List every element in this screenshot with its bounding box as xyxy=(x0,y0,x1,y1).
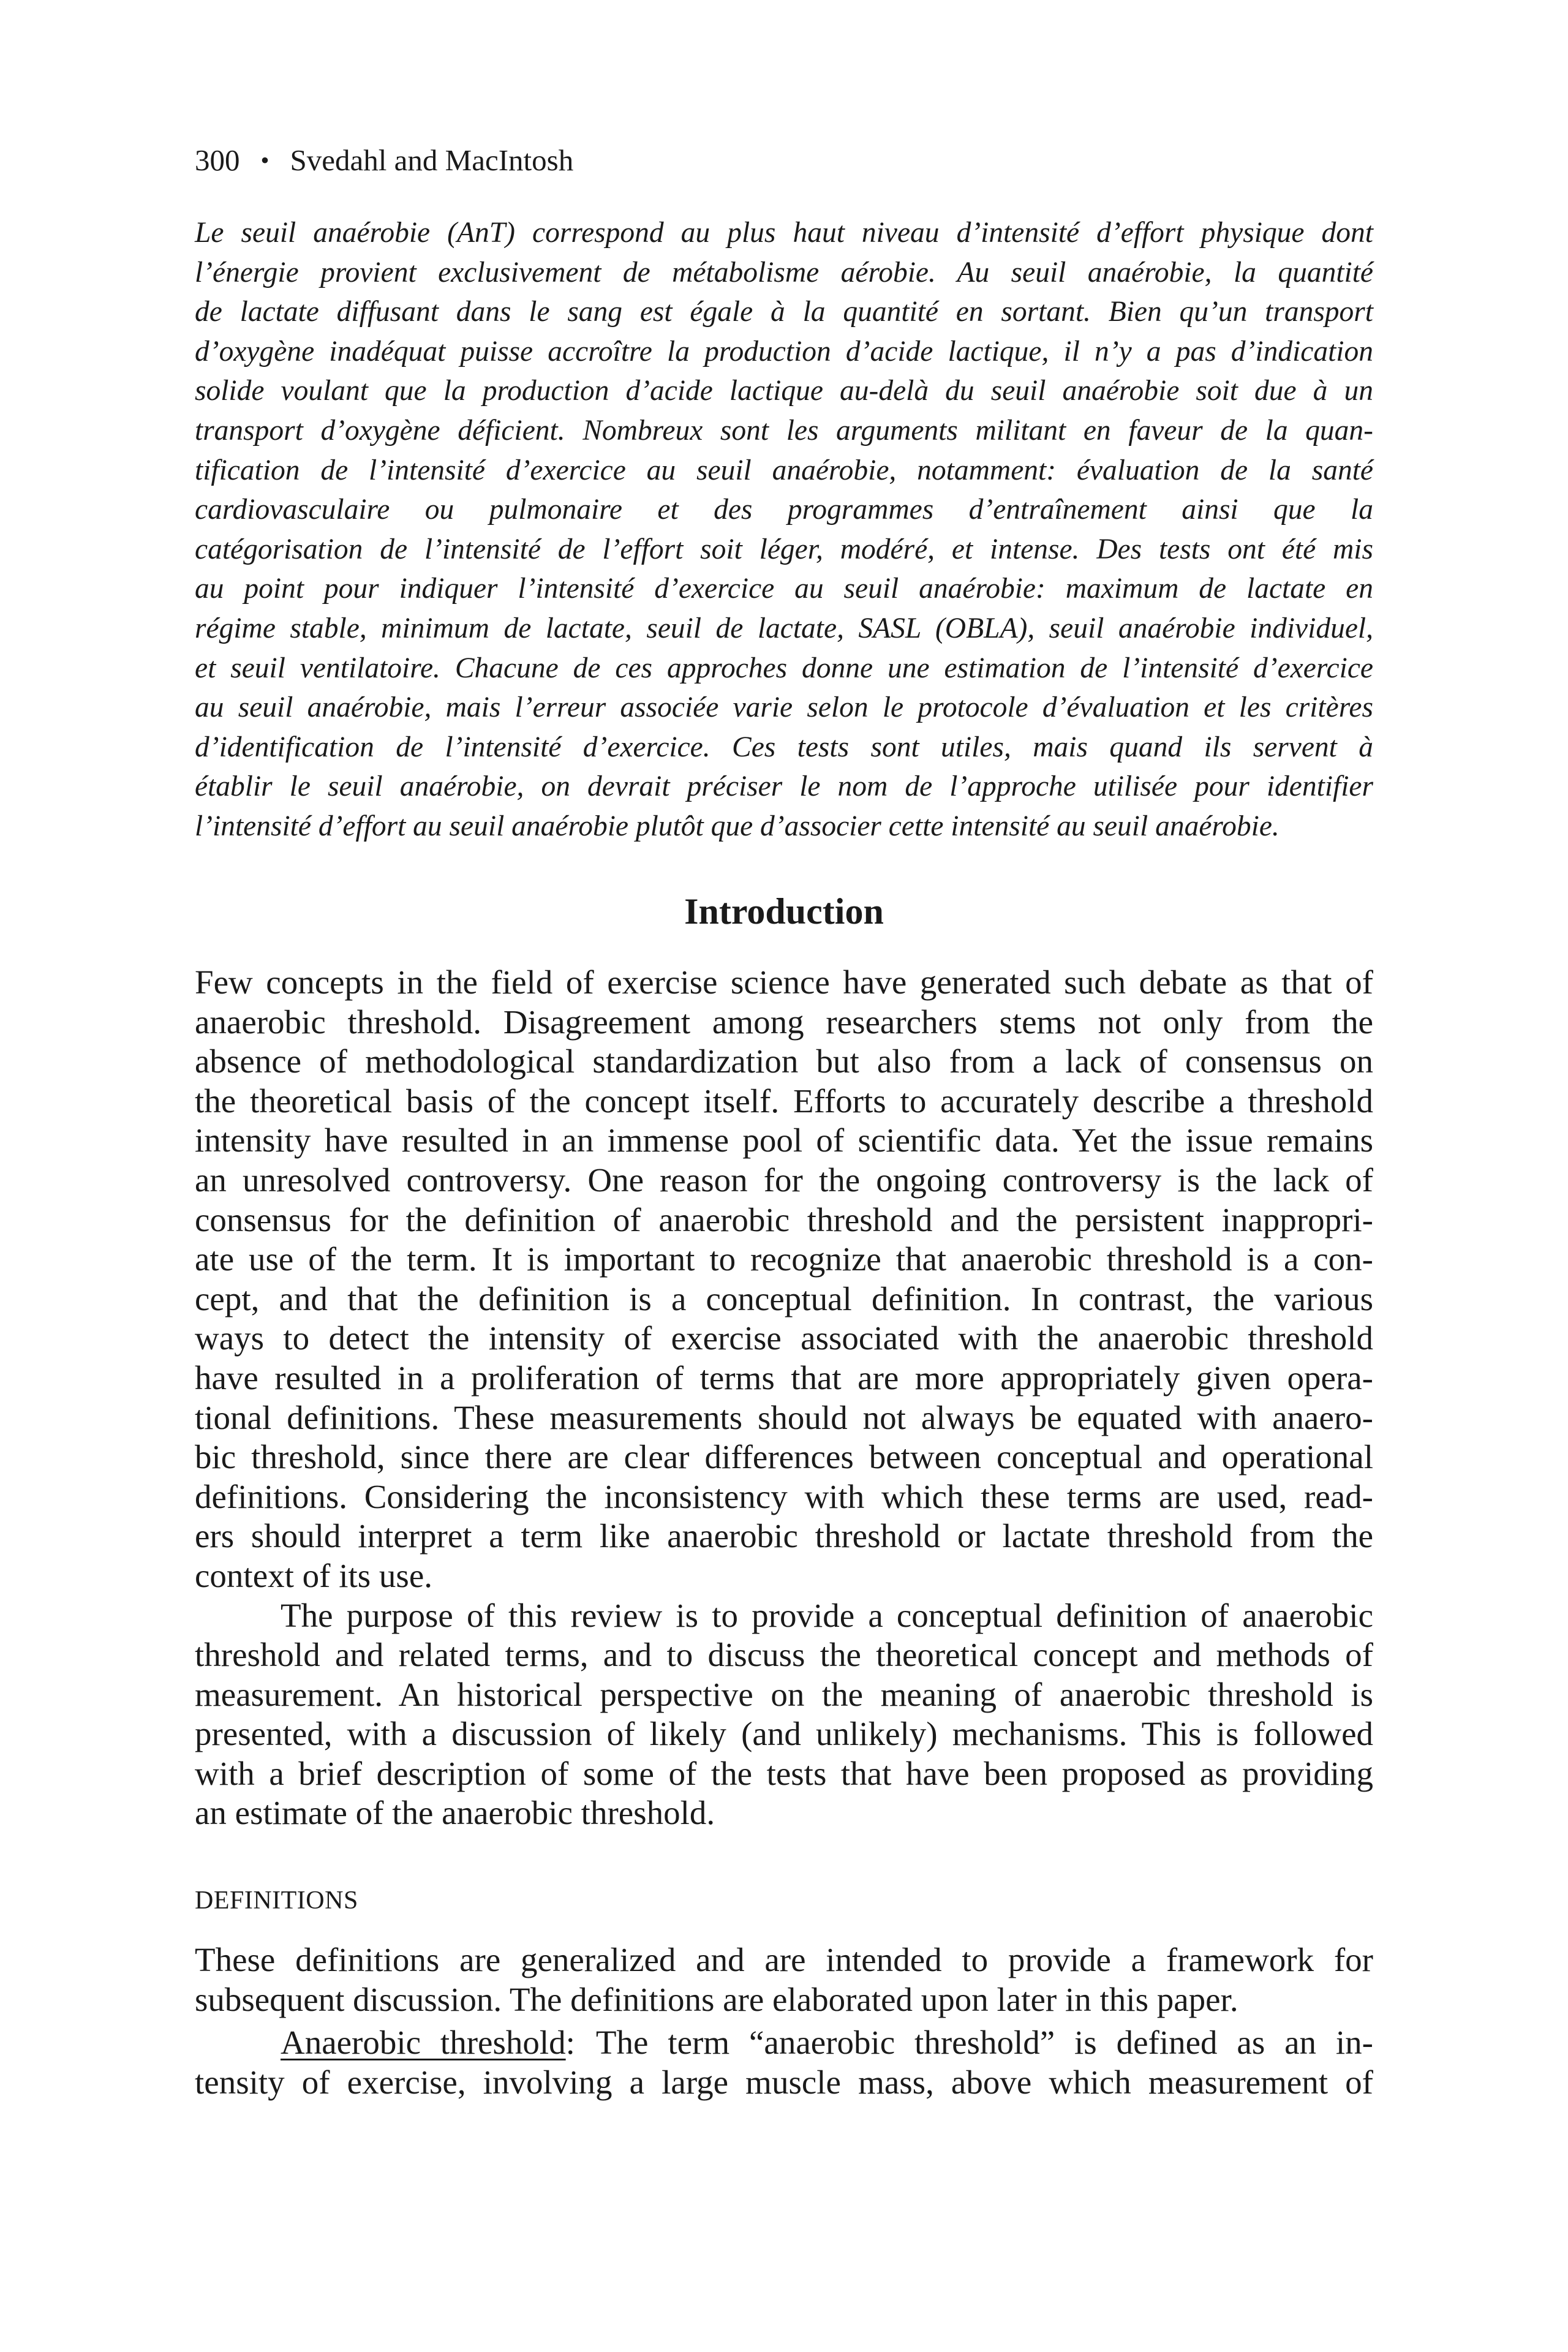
body-line: These definitions are generalized and are intended to provide a framework for xyxy=(195,1941,1373,1978)
body-line: Few concepts in the field of exercise science have generated such debate as that of xyxy=(195,963,1373,1001)
abstract-line: solide voulant que la production d’acide lactique au-delà du seuil anaérobie soit due à un xyxy=(195,375,1373,407)
running-head-authors: Svedahl and MacIntosh xyxy=(290,143,574,177)
abstract-line: transport d’oxygène déficient. Nombreux sont les arguments militant en faveur de la quan- xyxy=(195,414,1373,447)
body-line: anaerobic threshold. Disagreement among researchers stems not only from the xyxy=(195,1003,1373,1041)
definitions-body xyxy=(195,1940,1373,2102)
defined-term: Anaerobic threshold xyxy=(281,2024,566,2062)
subheading-definitions: DEFINITIONS xyxy=(195,1887,358,1915)
abstract-line: l’énergie provient exclusivement de métabolisme aérobie. Au seuil anaérobie, la quantité xyxy=(195,256,1373,288)
body-line: The purpose of this review is to provide a conceptual definition of anaerobic xyxy=(281,1596,1373,1634)
introduction-body xyxy=(195,963,1373,1833)
body-line: absence of methodological standardization but also from a lack of consensus on xyxy=(195,1042,1373,1080)
body-line: consensus for the definition of anaerobic threshold and the persistent inappropri- xyxy=(195,1200,1373,1238)
body-line: measurement. An historical perspective on the meaning of anaerobic threshold is xyxy=(195,1675,1373,1713)
running-head xyxy=(195,142,573,179)
body-line: cept, and that the definition is a conceptual definition. In contrast, the various xyxy=(195,1280,1373,1317)
definition-text: The term “anaerobic threshold” is defined as an in- xyxy=(595,2024,1374,2062)
french-abstract xyxy=(195,213,1373,846)
bullet-separator: • xyxy=(260,146,270,174)
body-line: context of its use. xyxy=(195,1556,432,1594)
body-line: tional definitions. These measurements should not always be equated with anaero- xyxy=(195,1398,1373,1436)
body-line: ate use of the term. It is important to recognize that anaerobic threshold is a con- xyxy=(195,1240,1373,1278)
body-line: presented, with a discussion of likely (and unlikely) mechanisms. This is followed xyxy=(195,1715,1373,1753)
body-line: bic threshold, since there are clear differences between conceptual and operational xyxy=(195,1438,1373,1476)
body-line: with a brief description of some of the tests that have been proposed as providing xyxy=(195,1754,1373,1792)
page-number: 300 xyxy=(195,143,240,177)
body-line: the theoretical basis of the concept itself. Efforts to accurately describe a threshold xyxy=(195,1082,1373,1120)
body-line: threshold and related terms, and to discuss the theoretical concept and methods of xyxy=(195,1636,1373,1674)
body-line: have resulted in a proliferation of terms that are more appropriately given opera- xyxy=(195,1359,1373,1396)
definition-entry-first-line xyxy=(195,2023,1373,2063)
abstract-line: au point pour indiquer l’intensité d’exercice au seuil anaérobie: maximum de lactate en xyxy=(195,573,1373,605)
abstract-line: tification de l’intensité d’exercice au seuil anaérobie, notamment: évaluation de la santé xyxy=(195,454,1373,486)
body-line: intensity have resulted in an immense pool of scientific data. Yet the issue remains xyxy=(195,1121,1373,1159)
abstract-line: d’identification de l’intensité d’exercice. Ces tests sont utiles, mais quand ils servent à xyxy=(195,731,1373,763)
abstract-line: catégorisation de l’intensité de l’effort soit léger, modéré, et intense. Des tests ont été mis xyxy=(195,533,1373,565)
body-line: definitions. Considering the inconsistency with which these terms are used, read- xyxy=(195,1477,1373,1515)
body-line: an estimate of the anaerobic threshold. xyxy=(195,1794,715,1832)
abstract-line: établir le seuil anaérobie, on devrait préciser le nom de l’approche utilisée pour identifier xyxy=(195,771,1373,803)
abstract-line: de lactate diffusant dans le sang est égale à la quantité en sortant. Bien qu’un transport xyxy=(195,296,1373,328)
abstract-line: régime stable, minimum de lactate, seuil de lactate, SASL (OBLA), seuil anaérobie individuel, xyxy=(195,612,1373,644)
section-title-introduction: Introduction xyxy=(684,891,884,932)
abstract-line: d’oxygène inadéquat puisse accroître la production d’acide lactique, il n’y a pas d’indication xyxy=(195,335,1373,368)
abstract-line: cardiovasculaire ou pulmonaire et des programmes d’entraînement ainsi que la xyxy=(195,494,1373,526)
body-line: ways to detect the intensity of exercise associated with the anaerobic threshold xyxy=(195,1319,1373,1357)
abstract-line: Le seuil anaérobie (AnT) correspond au plus haut niveau d’intensité d’effort physique dont xyxy=(195,217,1373,249)
abstract-line: et seuil ventilatoire. Chacune de ces approches donne une estimation de l’intensité d’exercice xyxy=(195,652,1373,684)
body-line: subsequent discussion. The definitions are elaborated upon later in this paper. xyxy=(195,1980,1238,2018)
body-line: ers should interpret a term like anaerobic threshold or lactate threshold from the xyxy=(195,1517,1373,1555)
abstract-line: l’intensité d’effort au seuil anaérobie plutôt que d’associer cette intensité au seuil anaérobie. xyxy=(195,810,1280,842)
body-line: an unresolved controversy. One reason for the ongoing controversy is the lack of xyxy=(195,1161,1373,1199)
body-line: tensity of exercise, involving a large muscle mass, above which measurement of xyxy=(195,2063,1373,2101)
abstract-line: au seuil anaérobie, mais l’erreur associée varie selon le protocole d’évaluation et les critères xyxy=(195,692,1373,724)
term-colon: : xyxy=(565,2024,575,2062)
